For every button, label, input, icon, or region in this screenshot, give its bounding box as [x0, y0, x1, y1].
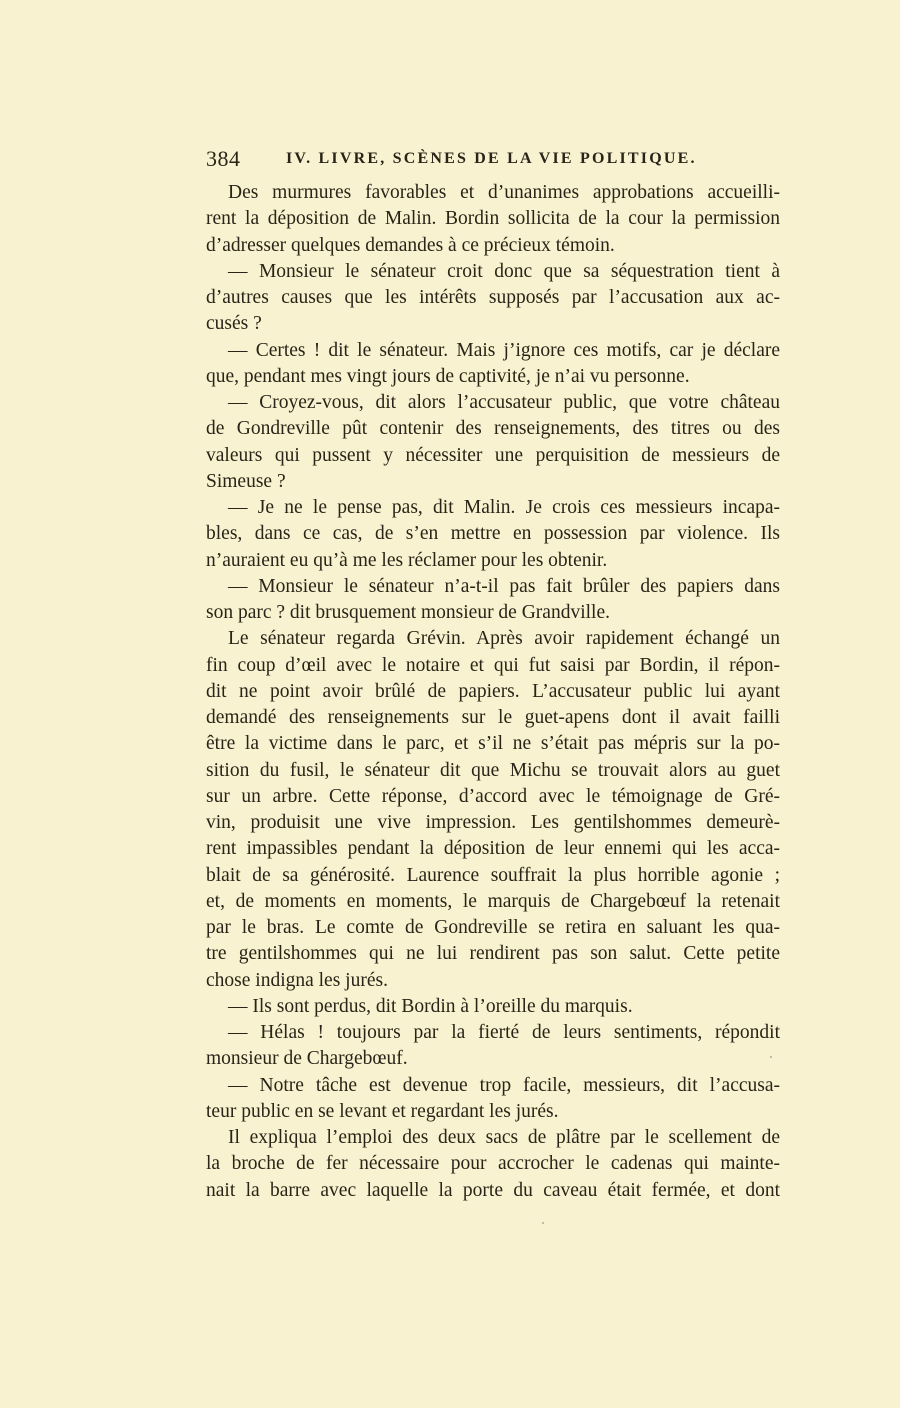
text-line: Le sénateur regarda Grévin. Après avoir rapidement échangé un: [228, 628, 780, 650]
paragraph: [206, 259, 780, 338]
text-line: chose indigna les jurés.: [206, 969, 388, 991]
text-line: fin coup d’œil avec le notaire et qui fut saisi par Bordin, il répon-: [206, 654, 780, 676]
paragraph: [206, 1020, 780, 1073]
text-line: être la victime dans le parc, et s’il ne s’était pas mépris sur la po-: [206, 733, 780, 755]
paragraph: [206, 1125, 780, 1204]
text-line: par le bras. Le comte de Gondreville se retira en saluant les qua-: [206, 917, 780, 938]
text-line: monsieur de Chargebœuf.: [206, 1048, 408, 1070]
text-line: — Je ne le pense pas, dit Malin. Je crois ces messieurs incapa-: [228, 497, 780, 518]
running-title: IV. LIVRE, SCÈNES DE LA VIE POLITIQUE.: [286, 150, 697, 167]
paper-speck: [770, 1056, 772, 1058]
text-line: Simeuse ?: [206, 470, 286, 492]
text-line: teur public en se levant et regardant les jurés.: [206, 1100, 559, 1122]
text-line: tre gentilshommes qui ne lui rendirent pas son salut. Cette petite: [206, 943, 780, 965]
paragraph: [206, 338, 780, 391]
page-body-text: [206, 180, 780, 1204]
text-line: cusés ?: [206, 313, 262, 335]
text-line: Des murmures favorables et d’unanimes approbations accueilli-: [228, 182, 780, 203]
text-line: que, pendant mes vingt jours de captivité, je n’ai vu personne.: [206, 365, 690, 387]
text-line: — Monsieur le sénateur croit donc que sa séquestration tient à: [228, 260, 780, 282]
paragraph: [206, 626, 780, 994]
text-line: demandé des renseignements sur le guet-apens dont il avait failli: [206, 707, 780, 728]
paragraph: [206, 1073, 780, 1126]
text-line: blait de sa générosité. Laurence souffrait la plus horrible agonie ;: [206, 864, 780, 886]
page-header: [206, 146, 780, 174]
text-line: — Certes ! dit le sénateur. Mais j’ignore ces motifs, car je déclare: [228, 339, 780, 361]
text-line: vin, produisit une vive impression. Les gentilshommes demeurè-: [206, 812, 780, 833]
text-line: et, de moments en moments, le marquis de Chargebœuf la retenait: [206, 890, 780, 912]
text-line: Il expliqua l’emploi des deux sacs de plâtre par le scellement de: [228, 1127, 780, 1148]
text-line: rent impassibles pendant la déposition de leur ennemi qui les acca-: [206, 838, 780, 860]
text-line: de Gondreville pût contenir des renseignements, des titres ou des: [206, 418, 780, 440]
text-line: valeurs qui pussent y nécessiter une perquisition de messieurs de: [206, 444, 780, 466]
paper-speck: [542, 1222, 544, 1224]
paragraph: [206, 574, 780, 627]
text-line: rent la déposition de Malin. Bordin sollicita de la cour la permission: [206, 208, 780, 230]
text-line: n’auraient eu qu’à me les réclamer pour les obtenir.: [206, 549, 608, 571]
text-line: sur un arbre. Cette réponse, d’accord avec le témoignage de Gré-: [206, 785, 780, 807]
text-line: bles, dans ce cas, de s’en mettre en possession par violence. Ils: [206, 523, 780, 545]
text-line: — Monsieur le sénateur n’a-t-il pas fait brûler des papiers dans: [228, 575, 780, 597]
page-number: 384: [206, 146, 241, 171]
paragraph: [206, 495, 780, 574]
text-line: sition du fusil, le sénateur dit que Michu se trouvait alors au guet: [206, 759, 780, 781]
text-line: d’autres causes que les intérêts supposés par l’accusation aux ac-: [206, 287, 780, 308]
text-line: la broche de fer nécessaire pour accrocher le cadenas qui mainte-: [206, 1153, 780, 1175]
paragraph: [206, 180, 780, 259]
paragraph: [206, 994, 780, 1020]
text-line: — Ils sont perdus, dit Bordin à l’oreille du marquis.: [228, 995, 633, 1017]
paragraph: [206, 390, 780, 495]
text-line: — Notre tâche est devenue trop facile, messieurs, dit l’accusa-: [228, 1074, 780, 1096]
text-line: dit ne point avoir brûlé de papiers. L’accusateur public lui ayant: [206, 680, 780, 702]
text-line: — Croyez-vous, dit alors l’accusateur public, que votre château: [228, 392, 780, 413]
text-line: nait la barre avec laquelle la porte du caveau était fermée, et dont: [206, 1179, 780, 1201]
text-line: d’adresser quelques demandes à ce précieux témoin.: [206, 234, 615, 256]
text-line: — Hélas ! toujours par la fierté de leurs sentiments, répondit: [228, 1022, 780, 1043]
text-line: son parc ? dit brusquement monsieur de Grandville.: [206, 602, 610, 623]
